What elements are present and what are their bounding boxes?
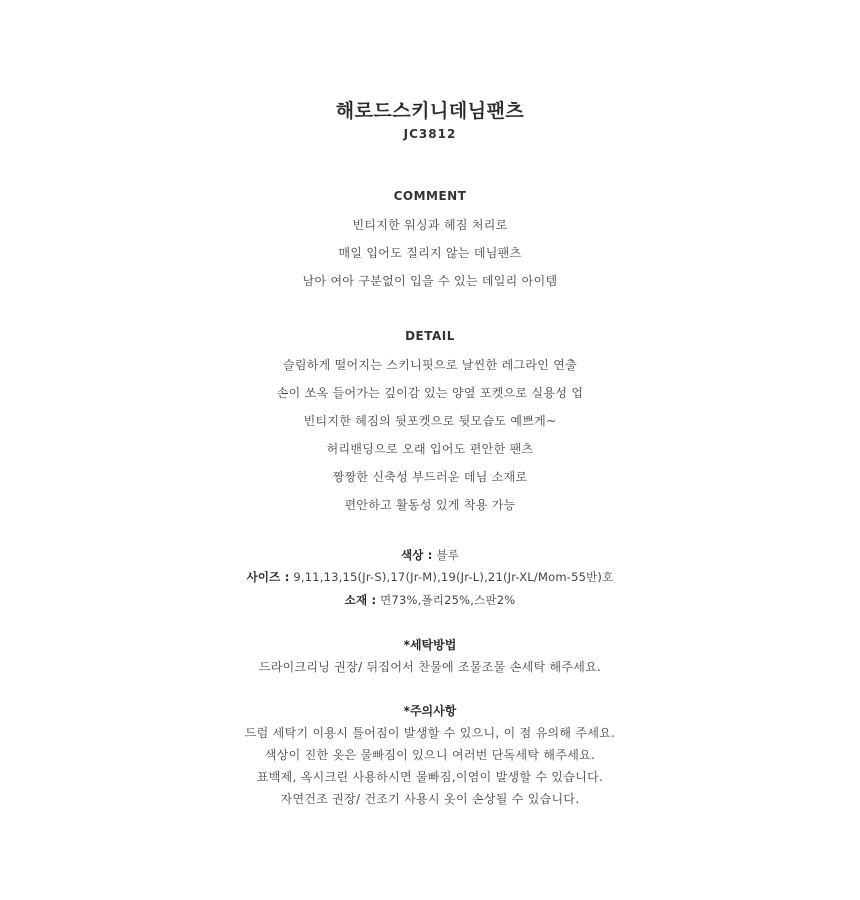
spec-size-value: 9,11,13,15(Jr-S),17(Jr-M),19(Jr-L),21(Jr-XL/Mom-55반)호	[293, 570, 614, 584]
spec-color-label: 색상 :	[400, 548, 433, 562]
detail-line: 빈티지한 헤짐의 뒷포켓으로 뒷모습도 예쁘게~	[303, 414, 557, 428]
comment-line: 매일 입어도 질리지 않는 데님팬츠	[338, 246, 522, 260]
washing-heading: *세탁방법	[403, 638, 457, 652]
caution-line: 표백제, 옥시크린 사용하시면 물빠짐,이염이 발생할 수 있습니다.	[256, 770, 604, 784]
washing-line: 드라이크리닝 권장/ 뒤집어서 찬물에 조물조물 손세탁 해주세요.	[258, 660, 602, 674]
detail-heading: DETAIL	[405, 329, 455, 343]
spec-size-label: 사이즈 :	[246, 570, 290, 584]
caution-line: 색상이 진한 옷은 물빠짐이 있으니 여러번 단독세탁 해주세요.	[264, 748, 596, 762]
spec-color	[0, 547, 860, 563]
caution-line: 드럼 세탁기 이용시 틀어짐이 발생할 수 있으니, 이 점 유의해 주세요.	[244, 726, 616, 740]
caution-heading: *주의사항	[403, 704, 457, 718]
comment-line: 남아 여아 구분없이 입을 수 있는 데일리 아이템	[302, 274, 558, 288]
spec-size	[0, 569, 860, 585]
detail-line: 슬림하게 떨어지는 스키니핏으로 날씬한 레그라인 연출	[282, 358, 578, 372]
product-code: JC3812	[403, 127, 457, 141]
spec-material-value: 면73%,폴리25%,스판2%	[380, 593, 516, 607]
comment-line: 빈티지한 워싱과 헤짐 처리로	[352, 218, 508, 232]
spec-material-label: 소재 :	[344, 593, 377, 607]
detail-line: 편안하고 활동성 있게 착용 가능	[344, 498, 516, 512]
spec-material	[0, 592, 860, 608]
spec-color-value: 블루	[436, 548, 460, 562]
detail-line: 허리밴딩으로 오래 입어도 편안한 팬츠	[326, 442, 534, 456]
detail-line: 짱짱한 신축성 부드러운 데님 소재로	[332, 470, 528, 484]
product-title: 해로드스키니데님팬츠	[335, 100, 525, 122]
detail-line: 손이 쏘옥 들어가는 깊이감 있는 양옆 포켓으로 실용성 업	[276, 386, 584, 400]
comment-heading: COMMENT	[393, 189, 467, 203]
caution-line: 자연건조 권장/ 건조기 사용시 옷이 손상될 수 있습니다.	[280, 792, 580, 806]
